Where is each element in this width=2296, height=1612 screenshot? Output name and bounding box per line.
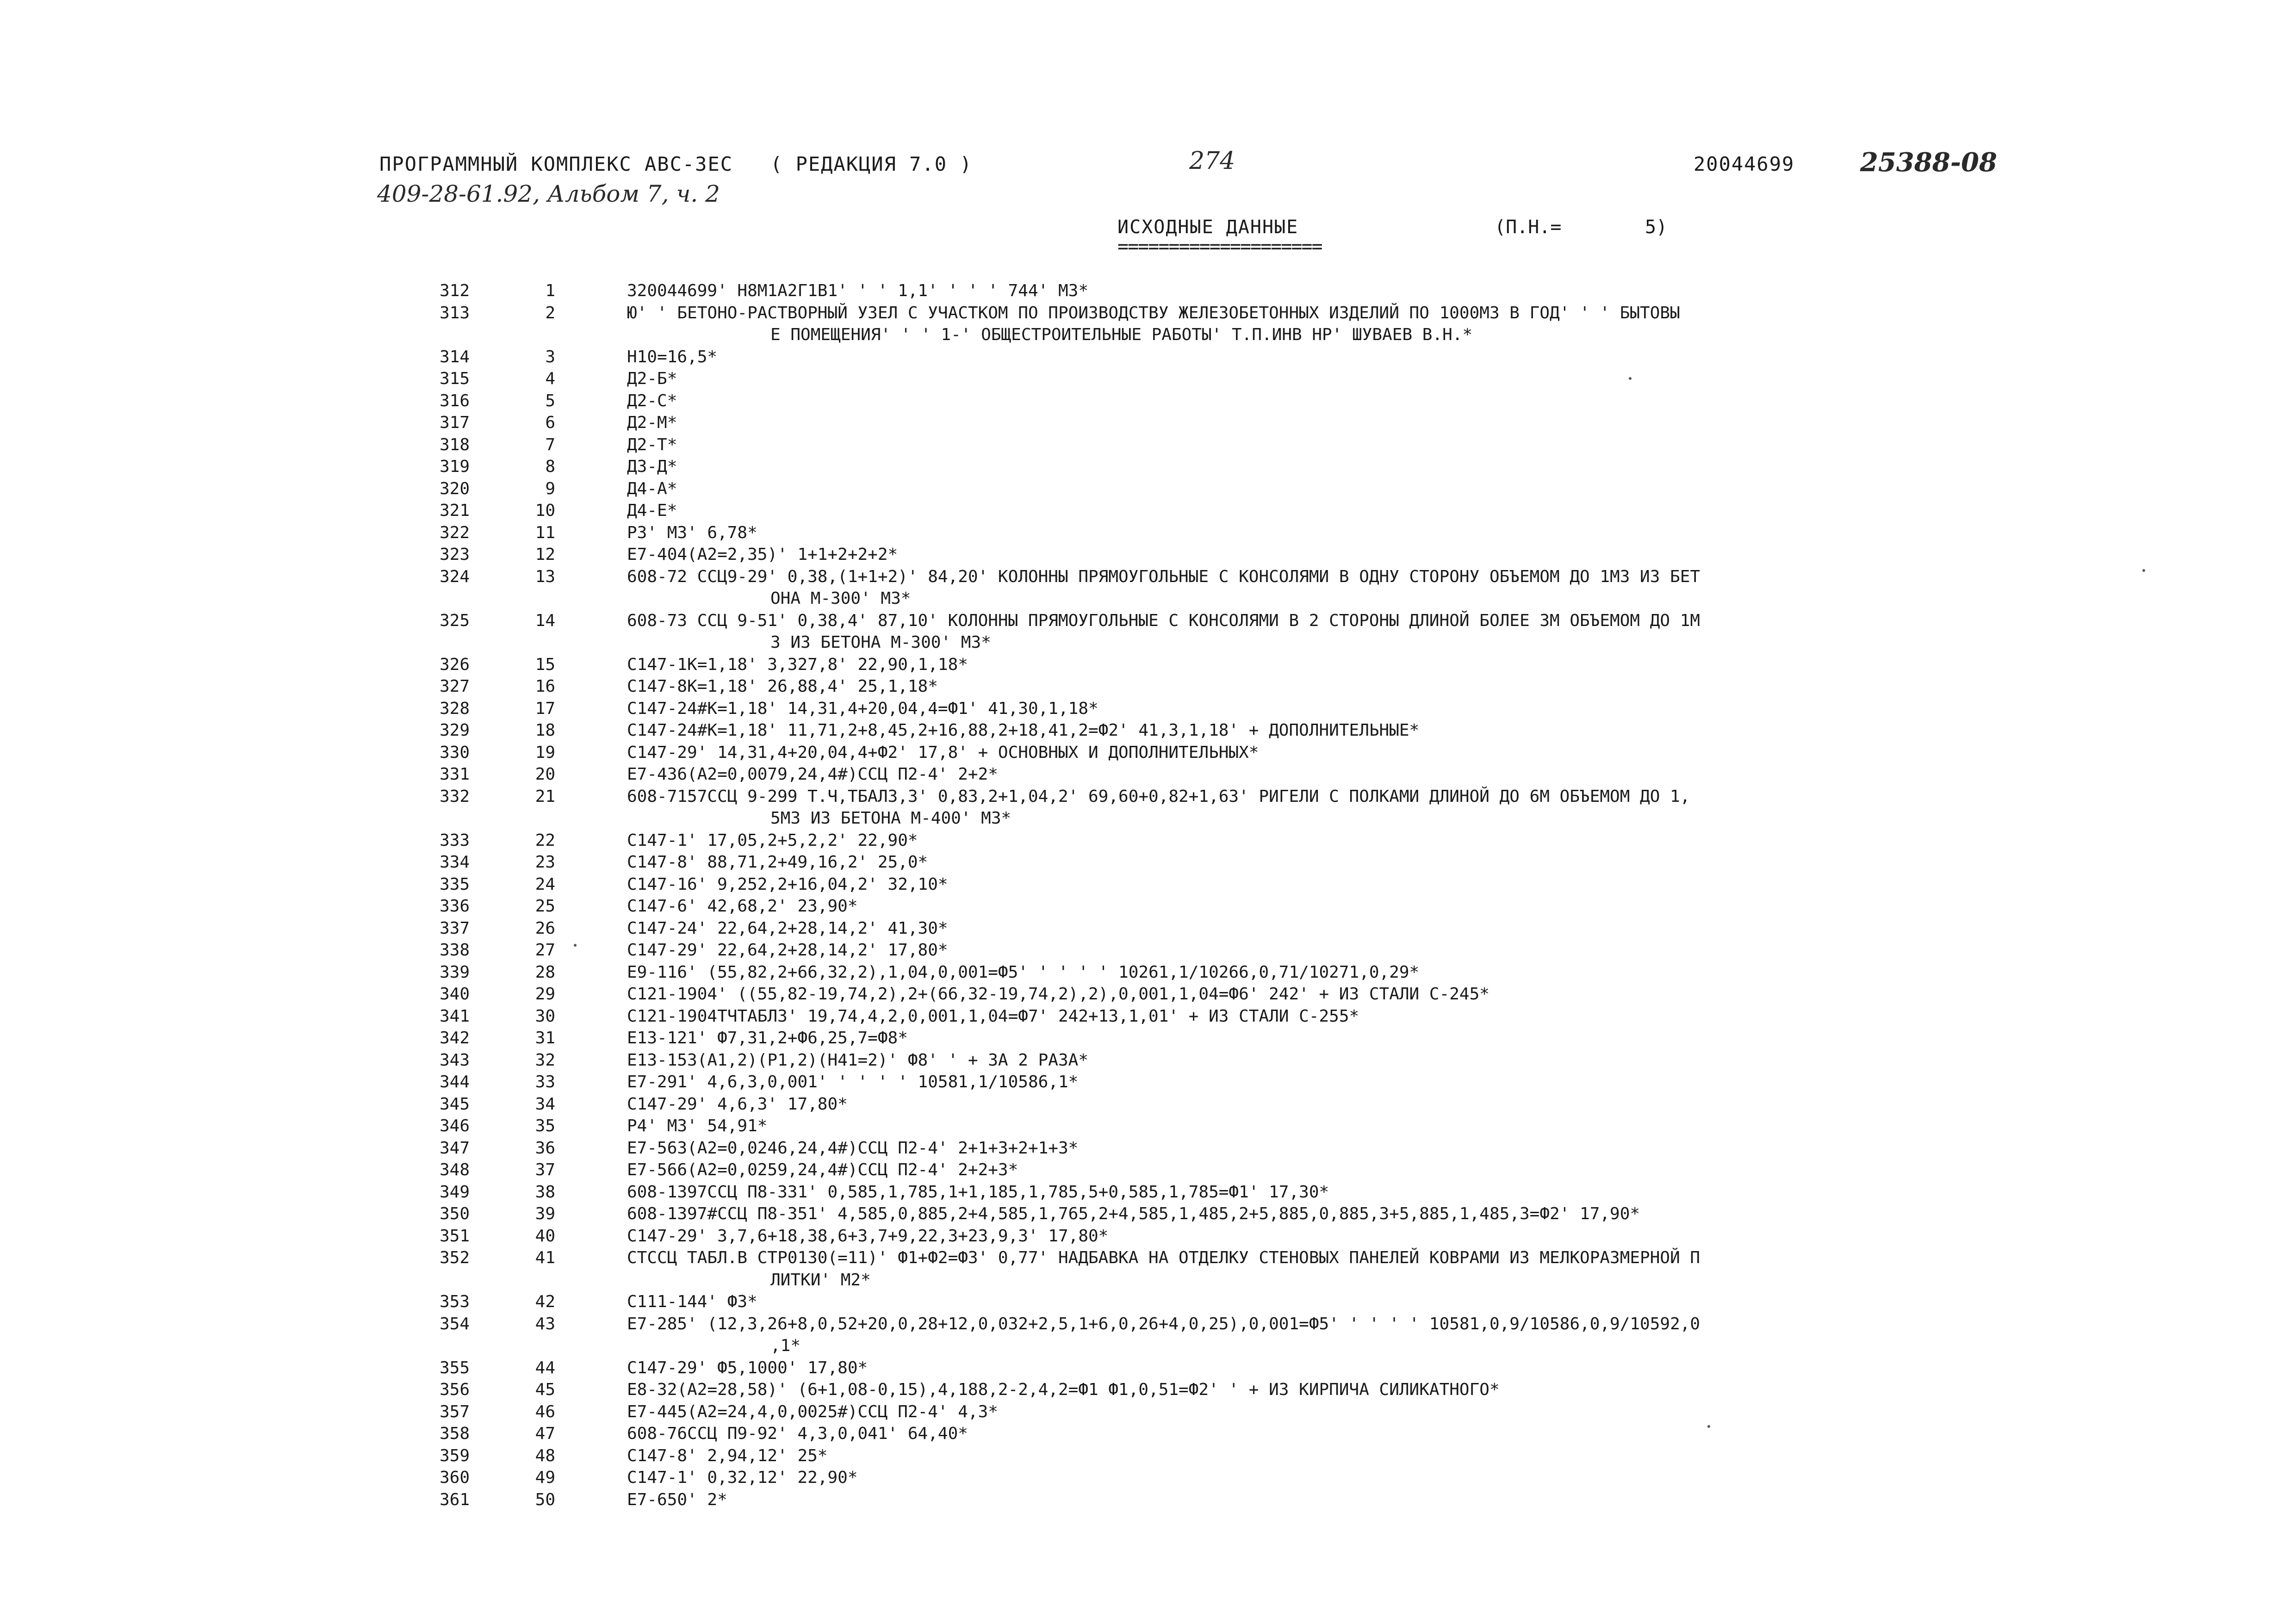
- record-index: 37: [535, 1160, 555, 1179]
- record-text-line: Е7-436(А2=0,0079,24,4#)ССЦ П2-4' 2+2*: [627, 765, 998, 784]
- record-index: 39: [535, 1204, 555, 1223]
- listing-row: [0, 1423, 2296, 1445]
- record-text-line: Е7-566(А2=0,0259,24,4#)ССЦ П2-4' 2+2+3*: [627, 1160, 1018, 1179]
- listing-row: [0, 1071, 2296, 1093]
- listing-row: [0, 1445, 2296, 1467]
- record-text: [627, 500, 2015, 522]
- line-number: 325: [439, 611, 470, 630]
- record-text-line: 608-1397#ССЦ П8-351' 4,585,0,885,2+4,585,1,765,2+4,585,1,485,2+5,885,0,885,3+5,885,1,485,3=Ф2' 17,90*: [627, 1204, 1640, 1223]
- line-number: 337: [439, 918, 470, 938]
- record-text-line: Е13-153(А1,2)(Р1,2)(Н41=2)' Ф8' ' + ЗА 2 РАЗА*: [627, 1050, 1088, 1070]
- record-text: [627, 939, 2015, 961]
- listing-row: [0, 983, 2296, 1005]
- line-number: 349: [439, 1182, 470, 1202]
- line-number: 351: [439, 1226, 470, 1246]
- record-text-line: Е7-291' 4,6,3,0,001' ' ' ' ' 10581,1/10586,1*: [627, 1073, 1079, 1091]
- record-index: 40: [535, 1226, 555, 1246]
- line-number: 345: [439, 1094, 470, 1114]
- record-index: 30: [535, 1006, 555, 1026]
- record-text-line: Е7-404(А2=2,35)' 1+1+2+2+2*: [627, 545, 898, 564]
- record-text-line: Е7-650' 2*: [627, 1490, 727, 1509]
- record-text-line: С147-29' 4,6,3' 17,80*: [627, 1094, 848, 1114]
- line-number: 356: [439, 1380, 470, 1399]
- record-text-line: С147-8К=1,18' 26,88,4' 25,1,18*: [627, 677, 938, 696]
- record-text: [627, 786, 2015, 830]
- record-text-continuation: ,1*: [770, 1336, 801, 1355]
- listing-row: [0, 874, 2296, 896]
- record-text-line: 608-1397ССЦ П8-331' 0,585,1,785,1+1,185,1,785,5+0,585,1,785=Ф1' 17,30*: [627, 1182, 1329, 1202]
- listing-row: [0, 742, 2296, 764]
- line-number: 334: [439, 853, 470, 872]
- record-text-line: Д2-Т*: [627, 435, 677, 454]
- record-text: [627, 1467, 2015, 1489]
- listing-row: [0, 610, 2296, 654]
- listing-row: [0, 1093, 2296, 1116]
- record-text: [627, 390, 2015, 412]
- record-text: [627, 830, 2015, 852]
- listing-row: [0, 830, 2296, 852]
- listing-row: [0, 1357, 2296, 1379]
- line-number: 313: [439, 303, 470, 322]
- record-index: 18: [535, 721, 555, 740]
- record-index: 42: [535, 1292, 555, 1311]
- record-text: [627, 1115, 2015, 1137]
- record-text-line: Р4' М3' 54,91*: [627, 1116, 768, 1135]
- record-index: 23: [535, 853, 555, 872]
- listing: [0, 280, 2296, 1511]
- record-text-line: 608-7157ССЦ 9-299 Т.Ч,ТБАЛ3,3' 0,83,2+1,04,2' 69,60+0,82+1,63' РИГЕЛИ С ПОЛКАМИ ДЛИНОЙ ДО 6М ОБЪЕМОМ ДО 1,: [627, 787, 1690, 806]
- line-number: 332: [439, 787, 470, 806]
- listing-row: [0, 1049, 2296, 1072]
- listing-row: [0, 1225, 2296, 1247]
- record-index: 47: [535, 1424, 555, 1443]
- record-index: 22: [535, 831, 555, 850]
- record-text-line: 320044699' Н8М1А2Г1В1' ' ' 1,1' ' ' ' 744' М3*: [627, 281, 1088, 300]
- record-index: 46: [535, 1402, 555, 1421]
- line-number: 350: [439, 1204, 470, 1223]
- record-text-line: Д2-Б*: [627, 369, 677, 388]
- line-number: 317: [439, 413, 470, 432]
- record-index: 14: [535, 611, 555, 630]
- record-text: [627, 654, 2015, 676]
- record-text-line: С147-24' 22,64,2+28,14,2' 41,30*: [627, 918, 948, 938]
- listing-row: [0, 1115, 2296, 1137]
- record-index: 32: [535, 1050, 555, 1070]
- record-text: [627, 1159, 2015, 1181]
- record-index: 6: [545, 413, 555, 432]
- listing-row: [0, 500, 2296, 522]
- record-index: 41: [535, 1248, 555, 1267]
- record-index: 4: [545, 369, 555, 388]
- line-number: 315: [439, 369, 470, 388]
- listing-row: [0, 1181, 2296, 1203]
- listing-row: [0, 478, 2296, 500]
- listing-row: [0, 456, 2296, 478]
- page-number: 274: [1189, 147, 1235, 175]
- record-text: [627, 1137, 2015, 1159]
- record-index: 48: [535, 1446, 555, 1465]
- record-text: [627, 544, 2015, 566]
- line-number: 312: [439, 281, 470, 300]
- line-number: 342: [439, 1029, 470, 1048]
- section-ref: (П.Н.=: [1495, 217, 1562, 238]
- line-number: 321: [439, 501, 470, 520]
- record-text-line: С121-1904' ((55,82-19,74,2),2+(66,32-19,74,2),2),0,001,1,04=Ф6' 242' + ИЗ СТАЛИ С-245*: [627, 985, 1489, 1004]
- record-text-line: Е7-285' (12,3,26+8,0,52+20,0,28+12,0,032+2,5,1+6,0,26+4,0,25),0,001=Ф5' ' ' ' ' 10581,0,9/10586,0,9/10592,0: [627, 1314, 1700, 1333]
- listing-row: [0, 851, 2296, 874]
- listing-row: [0, 1247, 2296, 1291]
- record-text-line: Е7-445(А2=24,4,0,0025#)ССЦ П2-4' 4,3*: [627, 1402, 998, 1421]
- line-number: 318: [439, 435, 470, 454]
- line-number: 326: [439, 655, 470, 674]
- record-index: 44: [535, 1358, 555, 1377]
- scan-speck: [1707, 1425, 1710, 1428]
- record-text: [627, 1093, 2015, 1116]
- record-text: [627, 961, 2015, 984]
- record-index: 20: [535, 765, 555, 784]
- listing-row: [0, 786, 2296, 830]
- record-text: [627, 1489, 2015, 1511]
- line-number: 316: [439, 391, 470, 410]
- listing-row: [0, 939, 2296, 961]
- record-text-line: С147-29' 22,64,2+28,14,2' 17,80*: [627, 941, 948, 960]
- record-index: 26: [535, 918, 555, 938]
- record-text: [627, 1181, 2015, 1203]
- scan-speck: [2142, 569, 2145, 572]
- record-text-line: С147-29' 14,31,4+20,04,4+Ф2' 17,8' + ОСНОВНЫХ И ДОПОЛНИТЕЛЬНЫХ*: [627, 743, 1259, 762]
- record-text: [627, 1313, 2015, 1357]
- line-number: 327: [439, 677, 470, 696]
- listing-row: [0, 676, 2296, 698]
- record-index: 15: [535, 655, 555, 674]
- record-text-line: 608-72 ССЦ9-29' 0,38,(1+1+2)' 84,20' КОЛОННЫ ПРЯМОУГОЛЬНЫЕ С КОНСОЛЯМИ В ОДНУ СТОРОНУ ОБЪЕМОМ ДО 1М3 ИЗ БЕТ: [627, 567, 1700, 586]
- record-text-continuation: ЛИТКИ' М2*: [770, 1270, 871, 1290]
- listing-row: [0, 434, 2296, 456]
- record-index: 27: [535, 941, 555, 960]
- record-index: 17: [535, 699, 555, 718]
- record-index: 25: [535, 897, 555, 916]
- listing-row: [0, 368, 2296, 390]
- record-text-line: С147-29' 3,7,6+18,38,6+3,7+9,22,3+23,9,3' 17,80*: [627, 1226, 1109, 1246]
- record-text: [627, 851, 2015, 874]
- record-text-line: Е13-121' Ф7,31,2+Ф6,25,7=Ф8*: [627, 1029, 908, 1048]
- document-code: 20044699: [1694, 153, 1795, 175]
- record-text: [627, 1027, 2015, 1049]
- listing-row: [0, 1005, 2296, 1028]
- listing-row: [0, 654, 2296, 676]
- record-index: 29: [535, 985, 555, 1004]
- listing-row: [0, 412, 2296, 434]
- record-text-continuation: Е ПОМЕЩЕНИЯ' ' ' 1-' ОБЩЕСТРОИТЕЛЬНЫЕ РАБОТЫ' Т.П.ИНВ НР' ШУВАЕВ В.Н.*: [770, 325, 1473, 344]
- record-text-line: С111-144' Ф3*: [627, 1292, 757, 1311]
- listing-row: [0, 1313, 2296, 1357]
- record-text: [627, 1247, 2015, 1291]
- record-index: 33: [535, 1073, 555, 1091]
- record-index: 7: [545, 435, 555, 454]
- record-text-line: С147-1' 0,32,12' 22,90*: [627, 1468, 858, 1487]
- record-text: [627, 456, 2015, 478]
- record-index: 43: [535, 1314, 555, 1333]
- record-index: 34: [535, 1094, 555, 1114]
- record-index: 3: [545, 347, 555, 366]
- title-underline: ====================: [1117, 236, 1322, 257]
- record-text: [627, 434, 2015, 456]
- record-index: 11: [535, 523, 555, 542]
- listing-row: [0, 961, 2296, 984]
- record-index: 45: [535, 1380, 555, 1399]
- record-text: [627, 368, 2015, 390]
- record-text: [627, 918, 2015, 940]
- line-number: 331: [439, 765, 470, 784]
- record-index: 38: [535, 1182, 555, 1202]
- record-text-line: Д4-А*: [627, 479, 677, 498]
- record-text-line: Н10=16,5*: [627, 347, 718, 366]
- line-number: 336: [439, 897, 470, 916]
- record-text: [627, 1203, 2015, 1225]
- listing-row: [0, 1291, 2296, 1313]
- record-text-line: С147-24#К=1,18' 11,71,2+8,45,2+16,88,2+18,41,2=Ф2' 41,3,1,18' + ДОПОЛНИТЕЛЬНЫЕ*: [627, 721, 1420, 740]
- record-text: [627, 1071, 2015, 1093]
- record-text: [627, 1401, 2015, 1423]
- record-text: [627, 676, 2015, 698]
- record-text-line: С147-6' 42,68,2' 23,90*: [627, 897, 858, 916]
- record-text: [627, 478, 2015, 500]
- record-text-line: С147-1К=1,18' 3,327,8' 22,90,1,18*: [627, 655, 968, 674]
- listing-row: [0, 1401, 2296, 1423]
- listing-row: [0, 522, 2296, 544]
- record-text: [627, 346, 2015, 368]
- line-number: 355: [439, 1358, 470, 1377]
- record-text-line: Е9-116' (55,82,2+66,32,2),1,04,0,001=Ф5' ' ' ' ' 10261,1/10266,0,71/10271,0,29*: [627, 962, 1420, 982]
- line-number: 353: [439, 1292, 470, 1311]
- line-number: 329: [439, 721, 470, 740]
- listing-row: [0, 1467, 2296, 1489]
- line-number: 357: [439, 1402, 470, 1421]
- line-number: 335: [439, 874, 470, 894]
- record-text: [627, 1379, 2015, 1401]
- section-number: 5): [1645, 217, 1668, 238]
- record-index: 16: [535, 677, 555, 696]
- record-text-line: Е7-563(А2=0,0246,24,4#)ССЦ П2-4' 2+1+3+2+1+3*: [627, 1138, 1079, 1158]
- record-text-line: 608-73 ССЦ 9-51' 0,38,4' 87,10' КОЛОННЫ ПРЯМОУГОЛЬНЫЕ С КОНСОЛЯМИ В 2 СТОРОНЫ ДЛИНОЙ БОЛЕЕ 3М ОБЪЕМОМ ДО 1М: [627, 611, 1700, 630]
- line-number: 339: [439, 962, 470, 982]
- record-text: [627, 280, 2015, 302]
- line-number: 322: [439, 523, 470, 542]
- line-number: 360: [439, 1468, 470, 1487]
- record-text-continuation: 5М3 ИЗ БЕТОНА М-400' М3*: [770, 809, 1011, 828]
- listing-row: [0, 698, 2296, 720]
- record-text-line: Е8-32(А2=28,58)' (6+1,08-0,15),4,188,2-2,4,2=Ф1 Ф1,0,51=Ф2' ' + ИЗ КИРПИЧА СИЛИКАТНОГО*: [627, 1380, 1500, 1399]
- record-index: 12: [535, 545, 555, 564]
- record-text-line: 608-76ССЦ П9-92' 4,3,0,041' 64,40*: [627, 1424, 968, 1443]
- line-number: 358: [439, 1424, 470, 1443]
- record-index: 24: [535, 874, 555, 894]
- scan-speck: [574, 944, 577, 947]
- record-text-continuation: ОНА М-300' М3*: [770, 589, 911, 608]
- record-index: 1: [545, 281, 555, 300]
- record-index: 35: [535, 1116, 555, 1135]
- line-number: 359: [439, 1446, 470, 1465]
- record-text-line: С147-8' 2,94,12' 25*: [627, 1446, 828, 1465]
- record-index: 9: [545, 479, 555, 498]
- record-text: [627, 983, 2015, 1005]
- line-number: 319: [439, 457, 470, 476]
- line-number: 314: [439, 347, 470, 366]
- record-text: [627, 610, 2015, 654]
- listing-row: [0, 763, 2296, 786]
- record-text-line: С121-1904ТЧТАБЛ3' 19,74,4,2,0,001,1,04=Ф7' 242+13,1,01' + ИЗ СТАЛИ С-255*: [627, 1006, 1359, 1026]
- record-index: 13: [535, 567, 555, 586]
- record-text-line: Д2-М*: [627, 413, 677, 432]
- record-index: 49: [535, 1468, 555, 1487]
- line-number: 361: [439, 1490, 470, 1509]
- record-text: [627, 412, 2015, 434]
- record-index: 19: [535, 743, 555, 762]
- record-text-line: Д4-Е*: [627, 501, 677, 520]
- line-number: 352: [439, 1248, 470, 1267]
- listing-row: [0, 1379, 2296, 1401]
- record-text-line: СТССЦ ТАБЛ.В СТР0130(=11)' Ф1+Ф2=Ф3' 0,77' НАДБАВКА НА ОТДЕЛКУ СТЕНОВЫХ ПАНЕЛЕЙ КОВРАМИ ИЗ МЕЛКОРАЗМЕРНОЙ П: [627, 1248, 1700, 1267]
- listing-row: [0, 346, 2296, 368]
- record-text: [627, 522, 2015, 544]
- record-index: 5: [545, 391, 555, 410]
- listing-row: [0, 918, 2296, 940]
- scan-speck: [1629, 377, 1632, 380]
- record-text-continuation: 3 ИЗ БЕТОНА М-300' М3*: [770, 633, 991, 652]
- stamp-number: 25388-08: [1860, 147, 1997, 178]
- listing-row: [0, 1137, 2296, 1159]
- line-number: 341: [439, 1006, 470, 1026]
- record-index: 2: [545, 303, 555, 322]
- listing-row: [0, 1489, 2296, 1511]
- record-text: [627, 874, 2015, 896]
- record-text-line: С147-29' Ф5,1000' 17,80*: [627, 1358, 868, 1377]
- record-text-line: Р3' М3' 6,78*: [627, 523, 757, 542]
- record-index: 21: [535, 787, 555, 806]
- record-index: 8: [545, 457, 555, 476]
- record-text: [627, 763, 2015, 786]
- record-text-line: С147-8' 88,71,2+49,16,2' 25,0*: [627, 853, 928, 872]
- listing-row: [0, 566, 2296, 610]
- record-text-line: С147-1' 17,05,2+5,2,2' 22,90*: [627, 831, 918, 850]
- listing-row: [0, 280, 2296, 302]
- album-note: 409-28-61.92, Альбом 7, ч. 2: [377, 180, 720, 207]
- line-number: 354: [439, 1314, 470, 1333]
- record-text-line: Д3-Д*: [627, 457, 677, 476]
- line-number: 346: [439, 1116, 470, 1135]
- listing-row: [0, 895, 2296, 918]
- line-number: 324: [439, 567, 470, 586]
- record-text: [627, 1423, 2015, 1445]
- record-text-line: Д2-С*: [627, 391, 677, 410]
- listing-row: [0, 1027, 2296, 1049]
- record-index: 36: [535, 1138, 555, 1158]
- record-text: [627, 1357, 2015, 1379]
- section-title: ИСХОДНЫЕ ДАННЫЕ: [1117, 217, 1299, 238]
- listing-row: [0, 390, 2296, 412]
- line-number: 343: [439, 1050, 470, 1070]
- record-text-line: С147-16' 9,252,2+16,04,2' 32,10*: [627, 874, 948, 894]
- record-index: 10: [535, 501, 555, 520]
- record-text: [627, 1225, 2015, 1247]
- record-index: 50: [535, 1490, 555, 1509]
- edition-label: ( РЕДАКЦИЯ 7.0 ): [770, 153, 973, 175]
- record-text: [627, 566, 2015, 610]
- line-number: 328: [439, 699, 470, 718]
- line-number: 344: [439, 1073, 470, 1091]
- record-text: [627, 1049, 2015, 1072]
- record-text-line: С147-24#К=1,18' 14,31,4+20,04,4=Ф1' 41,30,1,18*: [627, 699, 1098, 718]
- program-title: ПРОГРАММНЫЙ КОМПЛЕКС АВС-3ЕС: [379, 153, 733, 175]
- record-text: [627, 742, 2015, 764]
- line-number: 340: [439, 985, 470, 1004]
- listing-row: [0, 302, 2296, 346]
- record-text: [627, 719, 2015, 742]
- record-text-line: Ю' ' БЕТОНО-РАСТВОРНЫЙ УЗЕЛ С УЧАСТКОМ ПО ПРОИЗВОДСТВУ ЖЕЛЕЗОБЕТОННЫХ ИЗДЕЛИЙ ПО 1000М3 В ГОД' ' ' БЫТОВЫ: [627, 303, 1680, 322]
- line-number: 323: [439, 545, 470, 564]
- line-number: 320: [439, 479, 470, 498]
- record-text: [627, 1005, 2015, 1028]
- record-text: [627, 698, 2015, 720]
- record-text: [627, 1291, 2015, 1313]
- listing-row: [0, 1203, 2296, 1225]
- listing-row: [0, 1159, 2296, 1181]
- record-index: 28: [535, 962, 555, 982]
- record-text: [627, 1445, 2015, 1467]
- line-number: 347: [439, 1138, 470, 1158]
- line-number: 348: [439, 1160, 470, 1179]
- line-number: 333: [439, 831, 470, 850]
- record-index: 31: [535, 1029, 555, 1048]
- line-number: 338: [439, 941, 470, 960]
- line-number: 330: [439, 743, 470, 762]
- record-text: [627, 302, 2015, 346]
- record-text: [627, 895, 2015, 918]
- listing-row: [0, 544, 2296, 566]
- listing-row: [0, 719, 2296, 742]
